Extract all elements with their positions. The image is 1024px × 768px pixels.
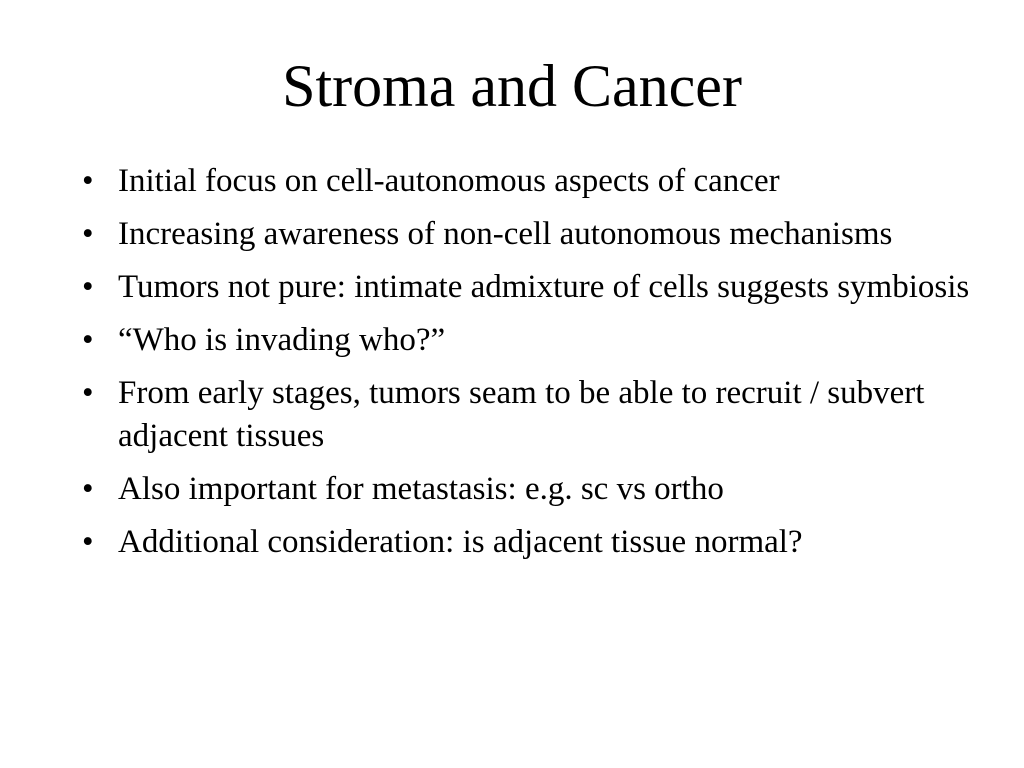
bullet-text: Increasing awareness of non-cell autonomous mechanisms xyxy=(118,216,893,252)
bullet-item xyxy=(80,319,980,362)
bullet-item xyxy=(80,160,980,203)
bullet-icon: • xyxy=(82,163,94,199)
bullet-item xyxy=(80,372,980,458)
bullet-item xyxy=(80,213,980,256)
bullet-icon: • xyxy=(82,375,94,411)
bullet-icon: • xyxy=(82,471,94,507)
bullet-text: Initial focus on cell-autonomous aspects of cancer xyxy=(118,163,780,199)
bullet-icon: • xyxy=(82,269,94,305)
bullet-text: Tumors not pure: intimate admixture of cells suggests symbiosis xyxy=(118,269,970,305)
bullet-icon: • xyxy=(82,216,94,252)
bullet-icon: • xyxy=(82,524,94,560)
bullet-item xyxy=(80,266,980,309)
bullet-item xyxy=(80,468,980,511)
bullet-icon: • xyxy=(82,322,94,358)
bullet-text: Additional consideration: is adjacent tissue normal? xyxy=(118,524,803,560)
slide-title: Stroma and Cancer xyxy=(282,53,742,119)
bullet-text: From early stages, tumors seam to be able to recruit / subvert adjacent tissues xyxy=(118,375,925,454)
bullet-text: Also important for metastasis: e.g. sc vs ortho xyxy=(118,471,724,507)
bullet-text: “Who is invading who?” xyxy=(118,322,446,358)
bullet-item xyxy=(80,521,980,564)
bullet-list xyxy=(80,160,980,574)
